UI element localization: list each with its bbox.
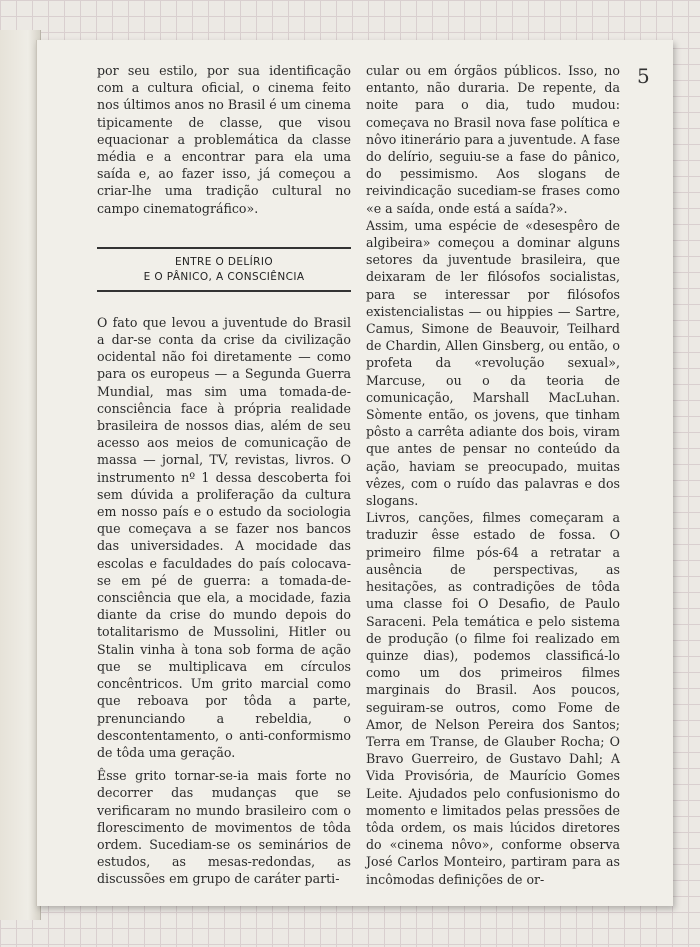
right-column-paragraph-2: Assim, uma espécie de «desespêro de algibeira» começou a dominar alguns setores da juventude brasileira, que deixaram de ler filósofos socialistas, para se interessar por filósofos existencialistas — ou hippies — Sartre, Camus, Simone de Beauvoir, Teilhard de Chardin, Allen Ginsberg, ou então, o profeta da «revolução sexual», Marcuse, ou o da teoria de comunicação, Marshall MacLuhan. Sòmente então, os jovens, que tinham pôsto a carrêta adiante dos bois, viram que antes de pensar no conteúdo da ação, haviam se preocupado, muitas vêzes, com o ruído das palavras e dos slogans. — [366, 217, 620, 509]
section-heading — [97, 247, 351, 292]
left-column — [97, 62, 351, 888]
right-column — [366, 62, 620, 888]
section-heading-line-2: E O PÂNICO, A CONSCIÊNCIA — [143, 270, 305, 283]
left-column-intro: por seu estilo, por sua identificação com a cultura oficial, o cinema feito nos últimos anos no Brasil é um cinema tipicamente de classe, que visou equacionar a problemática da classe média e a encontrar para ela uma saída e, ao fazer isso, já começou a criar-lhe uma tradição cultural no campo cinematográfico». — [97, 63, 351, 216]
left-column-paragraph-2: Êsse grito tornar-se-ia mais forte no decorrer das mudanças que se verificaram no mundo brasileiro com o florescimento de movimentos de tôda ordem. Sucediam-se os seminários de estudos, as mesas-redondas, as discussões em grupo de caráter parti- — [97, 768, 351, 887]
right-column-paragraph-3: Livros, canções, filmes começaram a traduzir êsse estado de fossa. O primeiro filme pós-64 a retratar a ausência de perspectivas, as hesitações, as contradições de tôda uma classe foi O Desafio, de Paulo Saraceni. Pela temática e pelo sistema de produção (o filme foi realizado em quinze dias), podemos classificá-lo como um dos primeiros filmes marginais do Brasil. Aos poucos, seguiram-se outros, como Fome de Amor, de Nelson Pereira dos Santos; Terra em Transe, de Glauber Rocha; O Bravo Guerreiro, de Gustavo Dahl; A Vida Provisória, de Maurício Gomes Leite. Ajudados pelo confusionismo do momento e limitados pelas pressões de tôda ordem, os mais lúcidos diretores do «cinema nôvo», conforme observa José Carlos Monteiro, partiram para as incômodas definições de or- — [366, 510, 620, 887]
left-column-paragraph-1: O fato que levou a juventude do Brasil a dar-se conta da crise da civilização ocidental não foi diretamente — como para os europeus — a Segunda Guerra Mundial, mas sim uma tomada-de-consciência face à própria realidade brasileira de nossos dias, além de seu acesso aos meios de comunicação de massa — jornal, TV, revistas, livros. O instrumento nº 1 dessa descoberta foi sem dúvida a proliferação da cultura em nosso país e o estudo da sociologia que começava a se fazer nos bancos das universidades. A mocidade das escolas e faculdades do país colocava-se em pé de guerra: a tomada-de-consciência que ela, a mocidade, fazia diante da crise do mundo depois do totalitarismo de Mussolini, Hitler ou Stalin vinha à tona sob forma de ação que se multiplicava em círculos concêntricos. Um grito marcial como que reboava por tôda a parte, prenunciando a rebeldia, o descontentamento, o anti-conformismo de tôda uma geração. — [97, 314, 351, 760]
page-number: 5 — [637, 64, 650, 88]
book-page — [36, 40, 673, 906]
right-column-paragraph-1: cular ou em órgãos públicos. Isso, no entanto, não duraria. De repente, da noite para o dia, tudo mudou: começava no Brasil nova fase política e nôvo itinerário para a juventude. A fase do delírio, seguiu-se a fase do pânico, do pessimismo. Aos slogans de reivindicação sucediam-se frases como «e a saída, onde está a saída?». — [366, 63, 620, 216]
previous-page-edge — [0, 30, 41, 920]
section-heading-line-1: ENTRE O DELÍRIO — [174, 255, 274, 268]
